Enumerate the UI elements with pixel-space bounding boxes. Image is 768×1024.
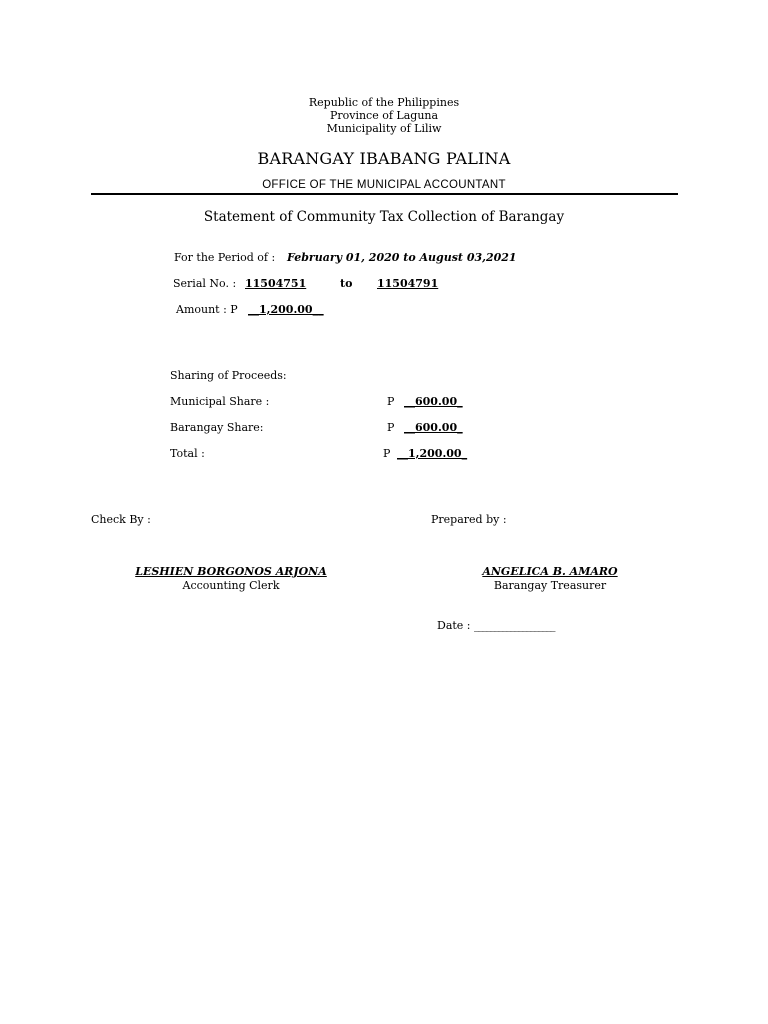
municipal-share-value: __600.00_ <box>404 395 463 408</box>
preparer-name: ANGELICA B. AMARO <box>482 565 618 578</box>
barangay-share-value: __600.00_ <box>404 421 463 434</box>
serial-to: 11504791 <box>377 277 439 290</box>
barangay-share-currency: P <box>387 421 395 434</box>
sharing-heading: Sharing of Proceeds: <box>170 369 287 382</box>
date-blank[interactable]: ____________________ <box>474 619 554 632</box>
header-municipality: Municipality of Liliw <box>326 122 442 135</box>
period-label: For the Period of : <box>174 251 276 264</box>
amount-label: Amount : P <box>176 303 238 316</box>
total-value: __1,200.00_ <box>397 447 468 460</box>
preparer-block <box>470 565 630 592</box>
total-label: Total : <box>170 447 205 460</box>
municipal-share-label: Municipal Share : <box>170 395 270 408</box>
prepared-by-label: Prepared by : <box>431 513 507 526</box>
date-label: Date : <box>437 619 471 632</box>
preparer-title: Barangay Treasurer <box>493 579 607 592</box>
barangay-share-label: Barangay Share: <box>170 421 264 434</box>
period-value: February 01, 2020 to August 03,2021 <box>287 251 517 264</box>
serial-label: Serial No. : <box>173 277 237 290</box>
serial-from: 11504751 <box>245 277 307 290</box>
checker-name: LESHIEN BORGONOS ARJONA <box>135 565 327 578</box>
amount-value: __1,200.00__ <box>248 303 324 316</box>
checker-block <box>131 565 331 592</box>
header-republic: Republic of the Philippines <box>308 96 460 109</box>
header-rule <box>91 193 678 195</box>
municipal-share-currency: P <box>387 395 395 408</box>
header-province: Province of Laguna <box>329 109 439 122</box>
serial-to-label: to <box>340 277 353 290</box>
checker-title: Accounting Clerk <box>182 579 280 592</box>
check-by-label: Check By : <box>91 513 151 526</box>
total-currency: P <box>383 447 391 460</box>
barangay-title: BARANGAY IBABANG PALINA <box>257 149 511 168</box>
statement-title: Statement of Community Tax Collection of Barangay <box>203 209 565 225</box>
office-title: OFFICE OF THE MUNICIPAL ACCOUNTANT <box>262 179 506 191</box>
